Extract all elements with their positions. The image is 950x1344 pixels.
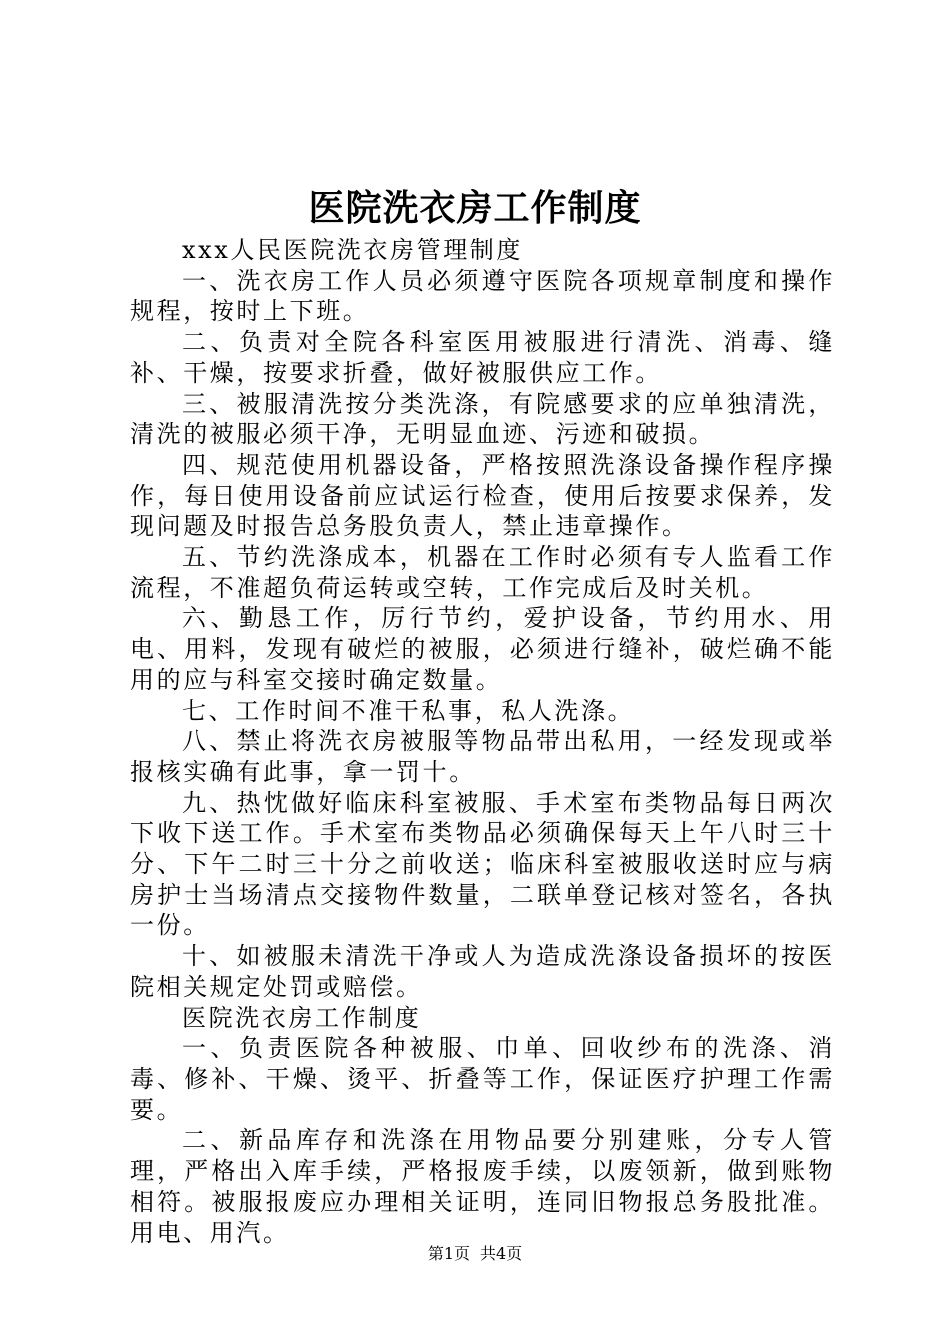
paragraph: 一、洗衣房工作人员必须遵守医院各项规章制度和操作规程，按时上下班。 bbox=[130, 266, 835, 326]
paragraph: 三、被服清洗按分类洗涤，有院感要求的应单独清洗，清洗的被服必须干净，无明显血迹、污迹和破损。 bbox=[130, 389, 835, 449]
paragraph: 六、勤恳工作，厉行节约，爱护设备，节约用水、用电、用料，发现有破烂的被服，必须进行缝补，破烂确不能用的应与科室交接时确定数量。 bbox=[130, 604, 835, 694]
paragraph: 二、新品库存和洗涤在用物品要分别建账，分专人管理，严格出入库手续，严格报废手续，以废领新，做到账物相符。被服报废应办理相关证明，连同旧物报总务股批准。用电、用汽。 bbox=[130, 1126, 835, 1247]
paragraph: 二、负责对全院各科室医用被服进行清洗、消毒、缝补、干燥，按要求折叠，做好被服供应工作。 bbox=[130, 328, 835, 387]
page-number: 第1页 bbox=[427, 1244, 470, 1263]
paragraph: 十、如被服未清洗干净或人为造成洗涤设备损坏的按医院相关规定处罚或赔偿。 bbox=[130, 942, 835, 1001]
paragraph: 九、热忱做好临床科室被服、手术室布类物品每日两次下收下送工作。手术室布类物品必须确保每天上午八时三十分、下午二时三十分之前收送；临床科室被服收送时应与病房护士当场清点交接物件数量，二联单登记核对签名，各执一份。 bbox=[130, 788, 835, 940]
document-title: 医院洗衣房工作制度 bbox=[308, 187, 642, 229]
paragraph: 四、规范使用机器设备，严格按照洗涤设备操作程序操作，每日使用设备前应试运行检查，使用后按要求保养，发现问题及时报告总务股负责人，禁止违章操作。 bbox=[130, 450, 835, 541]
paragraph: 一、负责医院各种被服、巾单、回收纱布的洗涤、消毒、修补、干燥、烫平、折叠等工作，保证医疗护理工作需要。 bbox=[130, 1034, 835, 1124]
paragraph: xxx人民医院洗衣房管理制度 bbox=[182, 236, 524, 264]
paragraph: 医院洗衣房工作制度 bbox=[182, 1003, 422, 1032]
page-total: 共4页 bbox=[480, 1244, 523, 1263]
paragraph: 七、工作时间不准干私事，私人洗涤。 bbox=[182, 696, 635, 725]
document-body bbox=[130, 235, 835, 1248]
paragraph: 八、禁止将洗衣房被服等物品带出私用，一经发现或举报核实确有此事，拿一罚十。 bbox=[130, 727, 835, 786]
page-footer bbox=[0, 1243, 950, 1265]
paragraph: 五、节约洗涤成本，机器在工作时必须有专人监看工作流程，不准超负荷运转或空转，工作完成后及时关机。 bbox=[130, 543, 835, 602]
